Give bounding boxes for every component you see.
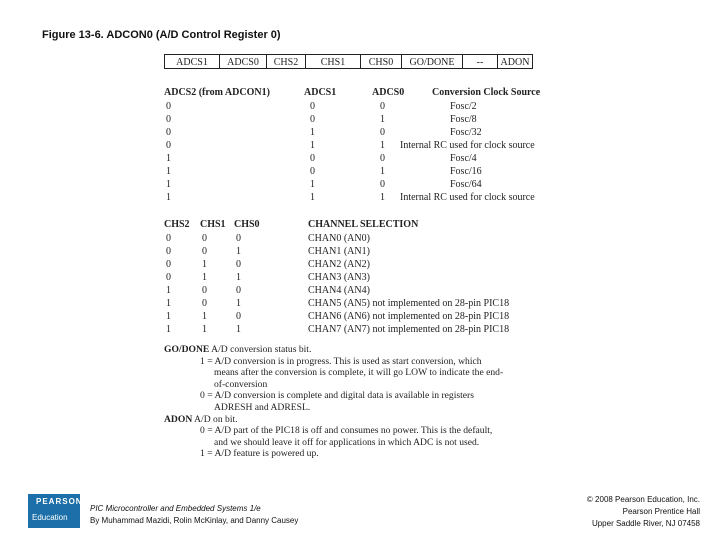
channel-row	[164, 232, 554, 245]
bit-chs0: CHS0	[360, 54, 402, 69]
cell: 0	[166, 140, 171, 151]
col-adcs2-header: ADCS2 (from ADCON1)	[164, 87, 270, 98]
cell: 1	[166, 153, 171, 164]
cell: 1	[166, 192, 171, 203]
bit-chs2: CHS2	[266, 54, 306, 69]
book-title: PIC Microcontroller and Embedded Systems 1/e	[90, 504, 261, 513]
cell: CHAN6 (AN6) not implemented on 28-pin PIC18	[308, 311, 510, 322]
channel-row	[164, 271, 554, 284]
cell: 1	[166, 311, 171, 322]
cell: Fosc/16	[450, 166, 482, 177]
cell: 0	[166, 259, 171, 270]
cell: 0	[166, 114, 171, 125]
cell: 0	[202, 233, 207, 244]
cell: Fosc/8	[450, 114, 477, 125]
cell: 0	[380, 153, 385, 164]
channel-row	[164, 284, 554, 297]
clock-select-table	[164, 86, 554, 204]
channel-row	[164, 245, 554, 258]
register-figure	[160, 48, 560, 493]
cell: 0	[310, 166, 315, 177]
adon-line: and we should leave it off for applications in which ADC is not used.	[214, 436, 480, 448]
cell: CHAN7 (AN7) not implemented on 28-pin PIC18	[308, 324, 510, 335]
adon-heading	[164, 414, 554, 426]
bit-adcs0: ADCS0	[219, 54, 267, 69]
cell: 0	[236, 259, 241, 270]
publisher-line: Pearson Prentice Hall	[622, 507, 700, 516]
cell: Fosc/2	[450, 101, 477, 112]
channel-row	[164, 323, 554, 336]
col-clock-source-header: Conversion Clock Source	[432, 87, 541, 98]
cell: 1	[166, 298, 171, 309]
go-done-line: 0 = A/D conversion is complete and digital data is available in registers	[200, 390, 474, 402]
cell: 0	[166, 127, 171, 138]
channel-table-header	[164, 218, 554, 232]
cell: 0	[380, 101, 385, 112]
cell: 1	[310, 140, 315, 151]
channel-row	[164, 310, 554, 323]
cell: 1	[166, 179, 171, 190]
cell: CHAN2 (AN2)	[308, 259, 370, 270]
go-done-heading	[164, 344, 554, 356]
adon-title: A/D on bit.	[192, 413, 238, 425]
cell: 1	[202, 272, 207, 283]
adon-line: 0 = A/D part of the PIC18 is off and consumes no power. This is the default,	[200, 425, 493, 437]
bit-adcs1: ADCS1	[164, 54, 220, 69]
clock-row	[164, 191, 554, 204]
cell: 0	[310, 114, 315, 125]
cell: 0	[236, 233, 241, 244]
cell: 0	[166, 233, 171, 244]
cell: 1	[380, 192, 385, 203]
col-adcs0-header: ADCS0	[372, 87, 405, 98]
bit-go-done: GO/DONE	[401, 54, 463, 69]
channel-row	[164, 297, 554, 310]
book-authors: By Muhammad Mazidi, Rolin McKinlay, and Danny Causey	[90, 516, 299, 525]
cell: 0	[236, 311, 241, 322]
col-adcs1-header: ADCS1	[304, 87, 337, 98]
clock-row	[164, 113, 554, 126]
cell: 1	[236, 246, 241, 257]
go-done-line: 1 = A/D conversion is in progress. This is used as start conversion, which	[200, 355, 482, 367]
channel-select-table	[164, 218, 554, 336]
pearson-logo	[28, 494, 83, 528]
go-done-line: of-conversion	[214, 378, 268, 390]
cell: 1	[380, 140, 385, 151]
cell: 1	[166, 166, 171, 177]
cell: 0	[310, 101, 315, 112]
clock-table-header	[164, 86, 554, 100]
cell: CHAN5 (AN5) not implemented on 28-pin PIC18	[308, 298, 510, 309]
cell: 1	[202, 259, 207, 270]
go-done-title: A/D conversion status bit.	[209, 344, 312, 355]
cell: Fosc/64	[450, 179, 482, 190]
bit-chs1: CHS1	[305, 54, 361, 69]
cell: 1	[380, 114, 385, 125]
register-bit-map	[164, 54, 532, 69]
cell: 0	[380, 179, 385, 190]
cell: 0	[236, 285, 241, 296]
col-chs0-header: CHS0	[234, 219, 260, 230]
location-line: Upper Saddle River, NJ 07458	[591, 519, 700, 528]
cell: Fosc/4	[450, 153, 477, 164]
cell: 1	[310, 179, 315, 190]
col-chs1-header: CHS1	[200, 219, 226, 230]
cell: 1	[166, 285, 171, 296]
logo-top-text: PEARSON	[36, 497, 83, 506]
bit-unused: --	[462, 54, 498, 69]
cell: 0	[166, 246, 171, 257]
cell: CHAN3 (AN3)	[308, 272, 370, 283]
clock-row	[164, 152, 554, 165]
cell: CHAN0 (AN0)	[308, 233, 370, 244]
col-channel-header: CHANNEL SELECTION	[308, 219, 419, 230]
cell: 0	[166, 101, 171, 112]
col-chs2-header: CHS2	[164, 219, 190, 230]
cell: 0	[380, 127, 385, 138]
cell: 1	[202, 311, 207, 322]
bit-adon: ADON	[497, 54, 533, 69]
adon-label: ADON	[164, 413, 193, 425]
clock-row	[164, 126, 554, 139]
cell: Internal RC used for clock source	[400, 140, 535, 151]
cell: Fosc/32	[450, 127, 482, 138]
cell: 0	[202, 285, 207, 296]
go-done-label: GO/DONE	[164, 344, 210, 355]
logo-bottom-text: Education	[32, 513, 68, 522]
cell: CHAN4 (AN4)	[308, 285, 370, 296]
clock-row	[164, 139, 554, 152]
cell: 0	[202, 298, 207, 309]
adon-line: 1 = A/D feature is powered up.	[200, 448, 319, 460]
go-done-line: ADRESH and ADRESL.	[214, 401, 311, 413]
cell: 1	[166, 324, 171, 335]
cell: 1	[236, 324, 241, 335]
cell: 1	[310, 192, 315, 203]
cell: 0	[166, 272, 171, 283]
channel-row	[164, 258, 554, 271]
copyright-line: © 2008 Pearson Education, Inc.	[586, 495, 700, 504]
clock-row	[164, 165, 554, 178]
clock-row	[164, 178, 554, 191]
cell: 1	[310, 127, 315, 138]
cell: 1	[380, 166, 385, 177]
bit-descriptions	[164, 344, 554, 460]
cell: CHAN1 (AN1)	[308, 246, 370, 257]
cell: 1	[202, 324, 207, 335]
cell: 1	[236, 298, 241, 309]
clock-row	[164, 100, 554, 113]
copyright-block	[587, 494, 700, 530]
cell: 0	[310, 153, 315, 164]
cell: 0	[202, 246, 207, 257]
book-credit	[90, 503, 298, 527]
cell: Internal RC used for clock source	[400, 192, 535, 203]
go-done-line: means after the conversion is complete, it will go LOW to indicate the end-	[214, 367, 504, 379]
cell: 1	[236, 272, 241, 283]
slide-title: Figure 13-6. ADCON0 (A/D Control Register 0)	[42, 29, 281, 41]
